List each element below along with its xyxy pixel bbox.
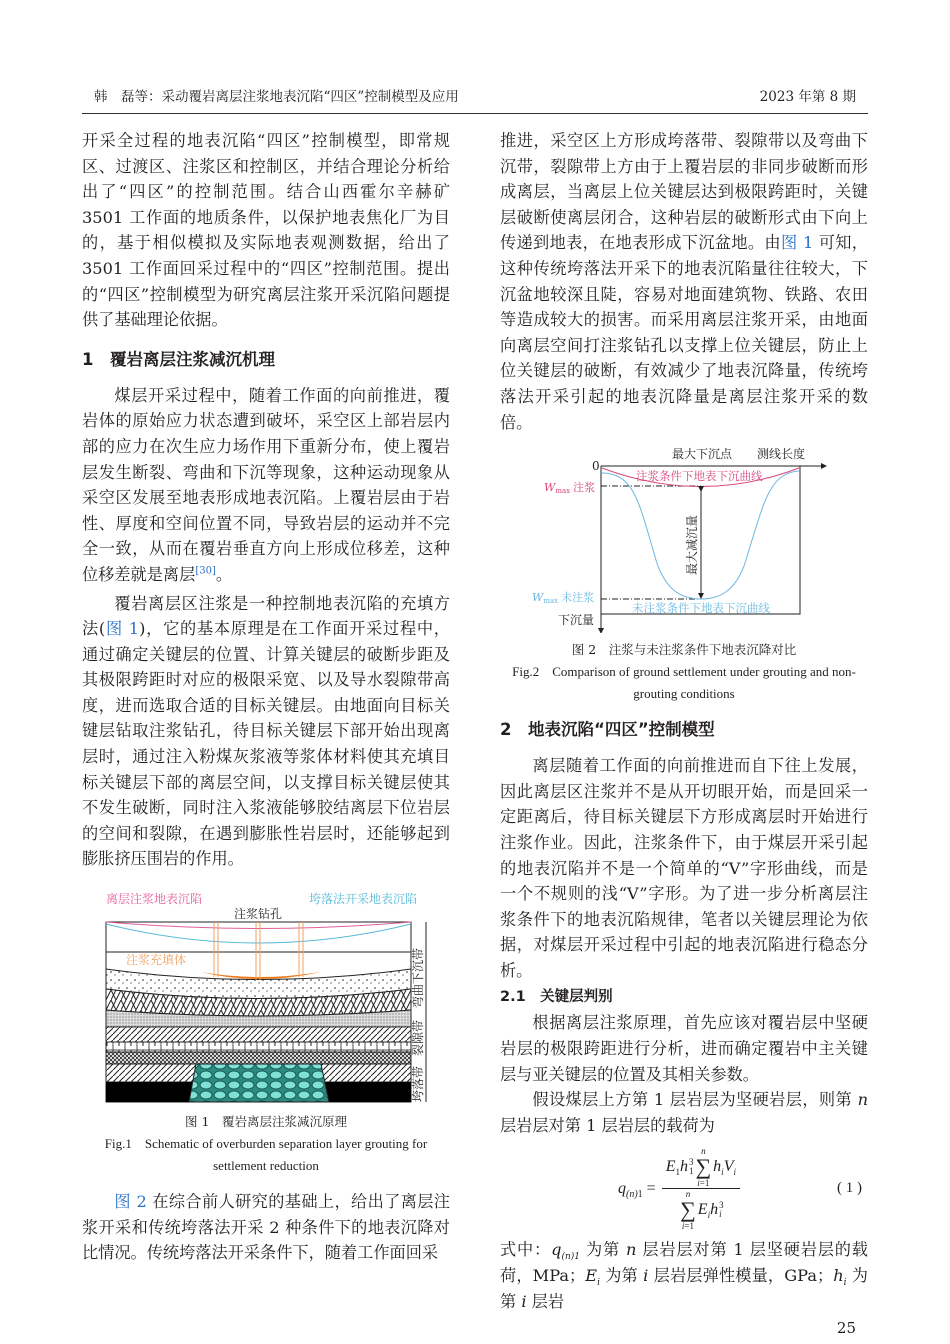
header-rule [82,113,868,114]
figure-2-caption-en: Fig.2 Comparison of ground settlement under grouting and non-grouting conditions [512,664,856,702]
paragraph [82,1189,450,1266]
math-i: i [521,1291,527,1311]
sum-symbol: n ∑ i=1 [680,1189,696,1232]
t: 为第 [500,1266,868,1311]
paragraph [500,128,868,435]
math-h: h [833,1266,844,1286]
label-bending-zone: 弯曲下沉带 [411,948,425,1009]
t: 层岩层对第 1 层坚硬岩层的载荷，MPa； [500,1240,868,1286]
math-n: n [857,1090,868,1110]
left-column [82,128,450,1266]
math-n: n [625,1240,637,1260]
stratum-mudstone [106,1027,411,1042]
right-column [500,128,868,1338]
math-sub: i [597,1278,600,1289]
figure-1-caption-cn: 图 1 覆岩离层注浆减沉原理 [185,1114,347,1130]
x-axis-label: 测线长度 [757,447,806,462]
paragraph [82,383,450,588]
paragraph-text: 层岩层对第 1 层岩层的载荷为 [500,1115,715,1135]
equation-1 [500,1146,868,1231]
label-grouting-curve: 注浆条件下地表下沉曲线 [636,469,763,484]
figure-1-caption [82,1111,450,1177]
t: 为第 [579,1240,626,1260]
label-grouting-borehole: 注浆钻孔 [234,907,283,922]
t: 式中： [500,1240,552,1260]
math-i: i [643,1266,649,1286]
math-sub: (n)1 [561,1252,580,1263]
figure-1-caption-en: Fig.1 Schematic of overburden separation layer grouting for settlement reduction [104,1136,428,1174]
paragraph: 根据离层注浆原理，首先应该对覆岩层中坚硬岩层的极限跨距进行分析，进而确定覆岩中主关键层与亚关键层的位置及其相关参数。 [500,1013,868,1084]
paragraph [500,1237,868,1314]
origin-label: 0 [592,459,600,474]
stratum-cross [106,1052,411,1064]
label-max-subsidence-point: 最大下沉点 [672,447,733,462]
paragraph-text: )，它的基本原理是在工作面开采过程中，通过确定关键层的位置、计算关键层的破断步距及其极限跨距时对应的极限采宽、以及导水裂隙带高度，进而选取合适的目标关键层。由地面向目标关键层钻取注浆钻孔，待目标关键层下部开始出现离层时，通过注入粉煤灰浆液等浆体材料使其充填目标关键层下部的离层空间，以支撑目标关键层使其不发生破断，同时注入浆液能够胶结离层下位岩层的空间和裂隙，在遇到膨胀性岩层时，还能够起到膨胀挤压围岩的作用。 [82,619,450,869]
equation-lhs: $q_{(n)1}$ = [618,1179,656,1201]
t: 层岩层弹性模量，GPa； [648,1266,834,1286]
equation-denominator: n ∑ i=1 $E_ih$ 3 i [680,1189,724,1232]
math-q: q [551,1240,562,1260]
label-grouting-fill: 注浆充填体 [126,953,187,968]
label-wmax-no-grouting: Wmax 未注浆 [532,591,595,606]
t: 层岩 [526,1291,565,1311]
paragraph [500,1087,868,1138]
figure-2-caption [500,639,868,705]
page-number: 25 [836,1319,856,1338]
figure-1-link[interactable]: 图 1 [105,619,140,639]
label-caving-zone: 垮落带 [411,1066,425,1103]
paragraph: 离层随着工作面的向前推进而自下往上发展，因此离层区注浆并不是从开切眼开始，而是回采一定距离后，待目标关键层下方形成离层时开始进行注浆作业。因此，注浆条件下，由于煤层开采引起的地表沉陷并不是一个简单的“V”字形曲线，而是一个不规则的浅“V”字形。为了进一步分析离层注浆条件下的地表沉陷规律，笔者以关键层理论为依据，对煤层开采过程中引起的地表沉陷进行稳态分析。 [500,756,868,980]
equation-number: ( 1 ) [837,1180,862,1197]
label-fracture-zone: 裂隙带 [411,1020,425,1057]
paragraph-text: 可知，这种传统垮落法开采下的地表沉陷量往往较大，下沉盆地较深且陡，容易对地面建筑物、铁路、农田等造成较大的损害。而采用离层注浆开采，由地面向离层空间打注浆钻孔以支撑上位关键层，防止上位关键层的破断，有效减少了地表沉降量，传统垮落法开采引起的地表沉降量是离层注浆开采的数倍。 [500,233,868,432]
equation-fraction [662,1146,740,1231]
figure-2-chart [524,443,844,633]
label-separation-grouting-subsidence: 离层注浆地表沉陷 [106,892,203,907]
figure-2-caption-cn: 图 2 注浆与未注浆条件下地表沉降对比 [571,642,797,658]
paragraph-text: 煤层开采过程中，随着工作面的向前推进，覆岩体的原始应力状态遭到破坏，采空区上部岩层内部的应力在次生应力场作用下重新分布，使上覆岩层发生断裂、弯曲和下沉等现象，这种运动现象从采空区发展至地表形成地表沉陷。上覆岩层由于岩性、厚度和空间位置不同，导致岩层的运动并不完全一致，从而在覆岩垂直方向上形成位移差，这种位移差就是离层 [82,385,450,584]
section-1-heading: 1 覆岩离层注浆减沉机理 [82,349,275,369]
label-no-grouting-curve: 未注浆条件下地表下沉曲线 [632,601,770,616]
paragraph-text: 推进，采空区上方形成垮落带、裂隙带以及弯曲下沉带，裂隙带上方由于上覆岩层的非同步破断而形成离层，当离层上位关键层达到极限跨距时，关键层破断使离层闭合，这种岩层的破断形式由下向上传递到地表，在地表形成下沉盆地。由 [500,131,868,253]
figure-1-link[interactable]: 图 1 [780,233,814,253]
label-max-reduction: 最大减沉量 [685,515,699,576]
running-header-title: 韩 磊等：采动覆岩离层注浆地表沉陷“四区”控制模型及应用 [94,89,459,105]
stratum-brick [106,1042,411,1052]
label-wmax-grouting: Wmax 注浆 [544,481,596,496]
section-2-heading: 2 地表沉陷“四区”控制模型 [500,720,715,740]
running-header-issue: 2023 年第 8 期 [759,89,856,105]
label-caving-subsidence: 垮落法开采地表沉陷 [309,892,418,907]
math-E: E [585,1266,598,1286]
t: 为第 [599,1266,644,1286]
citation-30[interactable]: [30] [195,565,216,577]
paragraph: 开采全过程的地表沉陷“四区”控制模型，即常规区、过渡区、注浆区和控制区，并结合理论分析给出了“四区”的控制范围。结合山西霍尔辛赫矿 3501 工作面的地质条件，以保护地表焦化厂为目的，基于相似模拟及实际地表观测数据，给出了 3501 工作面回采过程中的“四区”控制范围。提出的“四区”控制模型为研究离层注浆开采沉陷问题提供了基础理论依据。 [82,131,450,330]
equation-numerator: $E_1h$ 3 1 n ∑ i=1 $h_iV_i$ [665,1146,736,1189]
subsection-2-1-heading: 2.1 关键层判别 [500,989,613,1006]
y-axis-label: 下沉量 [558,613,595,628]
math-sub: i [843,1278,847,1289]
paragraph-text: 覆岩离层区注浆是一种控制地表沉陷的充填方法( [82,593,450,639]
figure-1-schematic [101,890,431,1105]
paragraph [82,591,450,873]
figure-2-link[interactable]: 图 2 [114,1192,147,1212]
paragraph-text: 在综合前人研究的基础上，给出了离层注浆开采和传统垮落法开采 2 种条件下的地表沉降对比情况。传统垮落法开采条件下，随着工作面回采 [82,1192,450,1263]
paragraph-end: 。 [215,564,233,584]
paragraph-text: 假设煤层上方第 1 层岩层为坚硬岩层，则第 [532,1090,858,1110]
caved-zone [189,1064,329,1102]
sum-symbol: n ∑ i=1 [695,1146,712,1189]
